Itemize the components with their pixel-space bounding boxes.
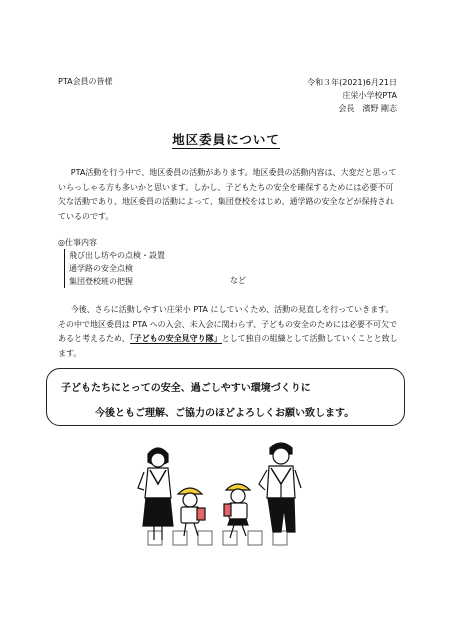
child-figure-2 (224, 484, 250, 538)
organization: 庄栄小学校PTA (342, 91, 397, 100)
addressee: PTA会員の皆様 (58, 77, 113, 86)
signatory: 会長 濱野 剛志 (338, 104, 397, 113)
notice-box (46, 368, 405, 426)
duties-heading: ◎仕事内容 (58, 238, 97, 247)
title-text: 地区委員について (172, 132, 280, 147)
duty-item: 通学路の安全点検 (69, 264, 133, 273)
crosswalk-stripes (148, 531, 287, 545)
notice-line-2: 今後ともご理解、ご協力のほどよろしくお願い致します。 (95, 408, 355, 419)
adult-woman-figure (138, 448, 173, 540)
policy-text-before: 今後、さらに活動しやすい庄栄小 PTA にしていくため、活動の見直しを行っていきます。その中で地区委員は PTA への入会、未入会に関わらず、子どもの安全のためには必要不可欠であると考えるため、 (58, 305, 398, 343)
crosswalk-illustration (118, 436, 318, 556)
policy-paragraph (58, 303, 400, 361)
intro-paragraph: PTA活動を行う中で、地区委員の活動があります。地区委員の活動内容は、大変だと思っていらっしゃる方も多いかと思います。しかし、子どもたちの安全を確保するためには必要不可欠な活動であり、地区委員の活動によって、集団登校をはじめ、通学路の安全などが保持されているのです。 (58, 168, 397, 221)
document-title (0, 130, 452, 148)
adult-man-figure (259, 443, 301, 532)
duty-item: 集団登校班の把握 (69, 277, 133, 286)
duties-etc: など (230, 276, 246, 285)
policy-text-after: として独自の組織として活動していくことと致します。 (58, 334, 398, 358)
duties-list (64, 249, 165, 288)
duty-item: 飛び出し坊やの点検・設置 (69, 251, 165, 260)
date: 令和３年(2021)6月21日 (307, 78, 397, 87)
child-figure-1 (178, 488, 205, 536)
patrol-group-name: 「子どもの安全見守り隊」 (129, 334, 222, 343)
sender-block (307, 76, 397, 115)
notice-line-1: 子どもたちにとっての安全、過ごしやすい環境づくりに (61, 383, 311, 394)
